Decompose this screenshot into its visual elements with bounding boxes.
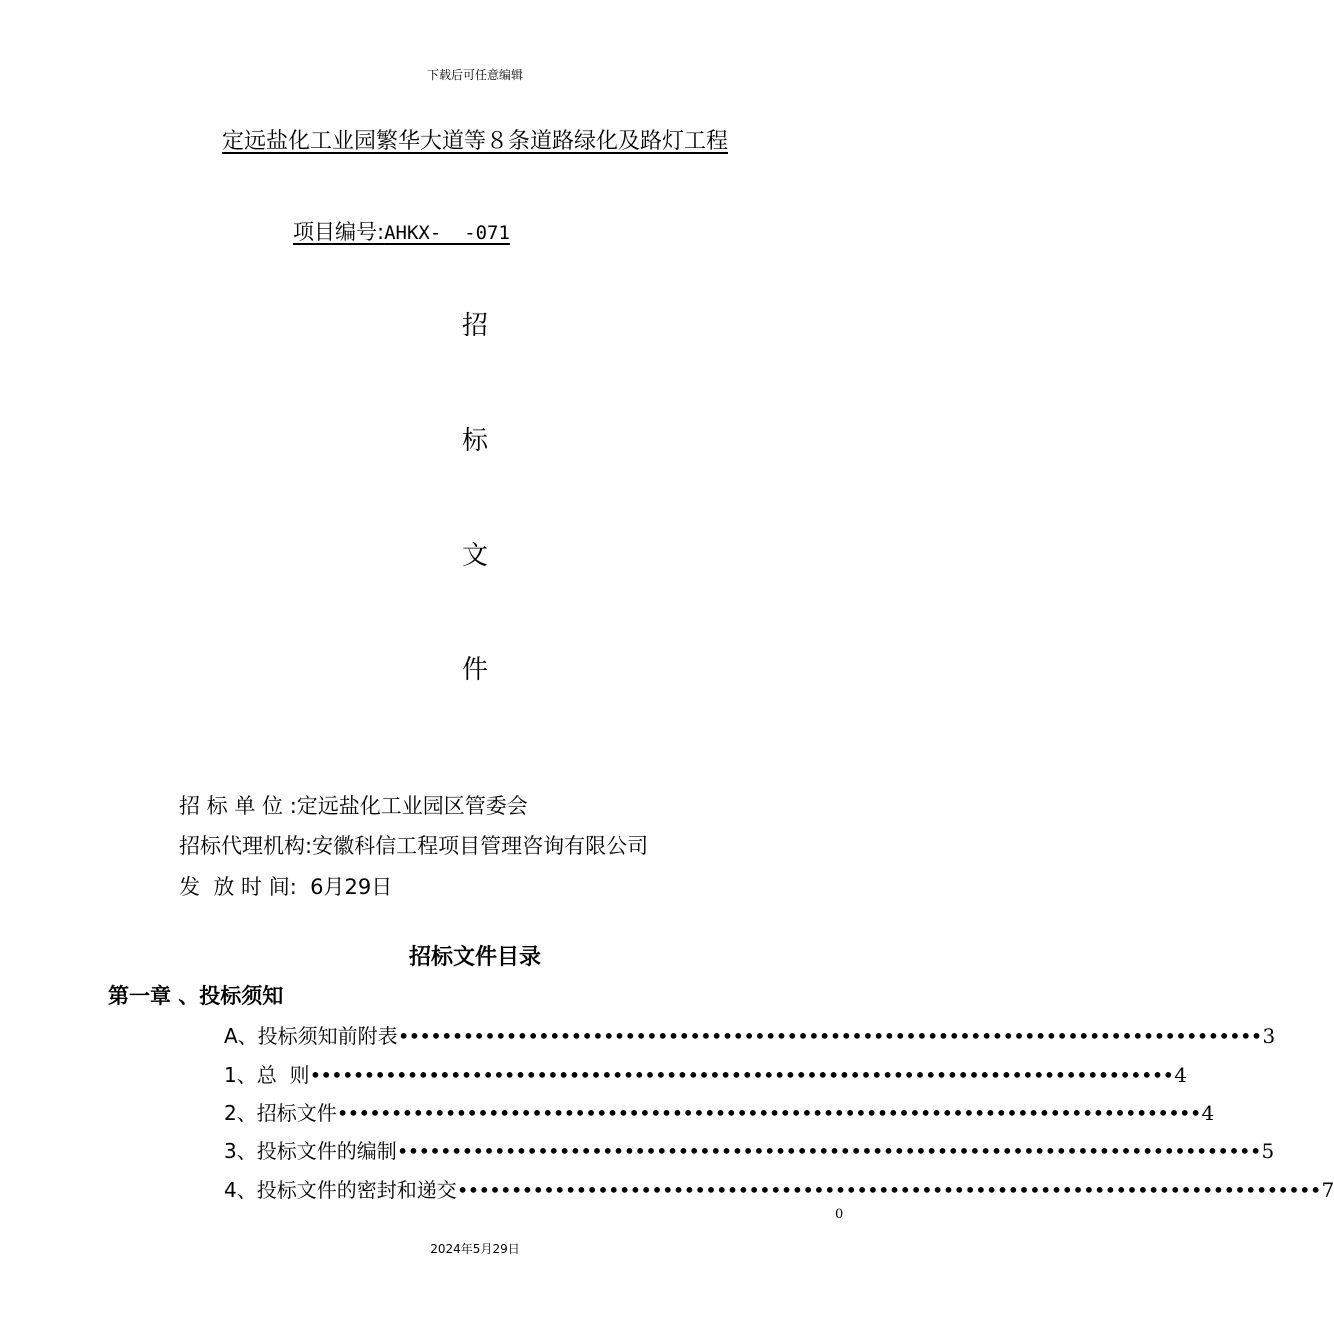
info-value: 定远盐化工业园区管委会 — [296, 794, 528, 818]
document-title — [0, 124, 950, 155]
toc-item[interactable] — [224, 1174, 1334, 1203]
toc-item-label: 1、总 则 — [224, 1063, 310, 1087]
project-number-label: 项目编号: — [293, 220, 385, 244]
doc-type-char-2: 标 — [461, 426, 488, 456]
info-label: 发 放 时 间: — [179, 875, 311, 899]
toc-item-page: 3 — [1262, 1024, 1276, 1048]
toc-item-page: 5 — [1261, 1139, 1275, 1163]
toc-leader-dots: •••••••••••••••••••••••••••••••••••••••••••••••••••••••••••••••••••••••••••••••• — [397, 1024, 1262, 1048]
toc-leader-dots: •••••••••••••••••••••••••••••••••••••••••••••••••••••••••••••••••••••••••••••••• — [396, 1139, 1261, 1163]
toc-item[interactable] — [224, 1059, 1187, 1088]
project-number-code: AHKX- -071 — [384, 222, 510, 244]
info-label: 招 标 单 位 : — [179, 794, 297, 818]
project-number — [293, 216, 510, 246]
page-footer-date: 2024年5月29日 — [430, 1242, 520, 1256]
info-value: 安徽科信工程项目管理咨询有限公司 — [312, 834, 649, 858]
toc-item-page: 7 — [1321, 1178, 1334, 1202]
toc-item-page: 4 — [1174, 1063, 1187, 1087]
document-title-text: 定远盐化工业园繁华大道等８条道路绿化及路灯工程 — [221, 129, 728, 154]
toc-leader-dots: •••••••••••••••••••••••••••••••••••••••••••••••••••••••••••••••••••••••••••••••• — [309, 1063, 1174, 1087]
page-header: 下载后可任意编辑 — [426, 68, 523, 82]
toc-item-label: 4、投标文件的密封和递交 — [224, 1178, 457, 1202]
info-value: 6月29日 — [310, 875, 393, 899]
toc-leader-dots: •••••••••••••••••••••••••••••••••••••••••••••••••••••••••••••••••••••••••••••••• — [456, 1178, 1321, 1202]
toc-item[interactable] — [224, 1135, 1275, 1164]
toc-item[interactable] — [224, 1020, 1276, 1049]
info-agency — [179, 830, 648, 860]
toc-item-label: 3、投标文件的编制 — [224, 1139, 397, 1163]
toc-leader-dots: •••••••••••••••••••••••••••••••••••••••••••••••••••••••••••••••••••••••••••••••• — [336, 1101, 1201, 1125]
doc-type-char-3: 文 — [461, 541, 488, 571]
toc-chapter: 第一章 、投标须知 — [108, 984, 284, 1008]
toc-item-page: 4 — [1201, 1101, 1215, 1125]
toc-item[interactable] — [224, 1097, 1215, 1126]
doc-type-char-4: 件 — [461, 655, 488, 685]
doc-type-char-1: 招 — [461, 311, 488, 341]
info-label: 招标代理机构: — [179, 834, 313, 858]
page-number: 0 — [835, 1207, 844, 1222]
toc-item-label: A、投标须知前附表 — [224, 1024, 398, 1048]
info-issue-date — [179, 871, 392, 901]
info-tenderer — [179, 790, 528, 820]
toc-title: 招标文件目录 — [408, 945, 541, 970]
toc-item-label: 2、招标文件 — [224, 1101, 337, 1125]
